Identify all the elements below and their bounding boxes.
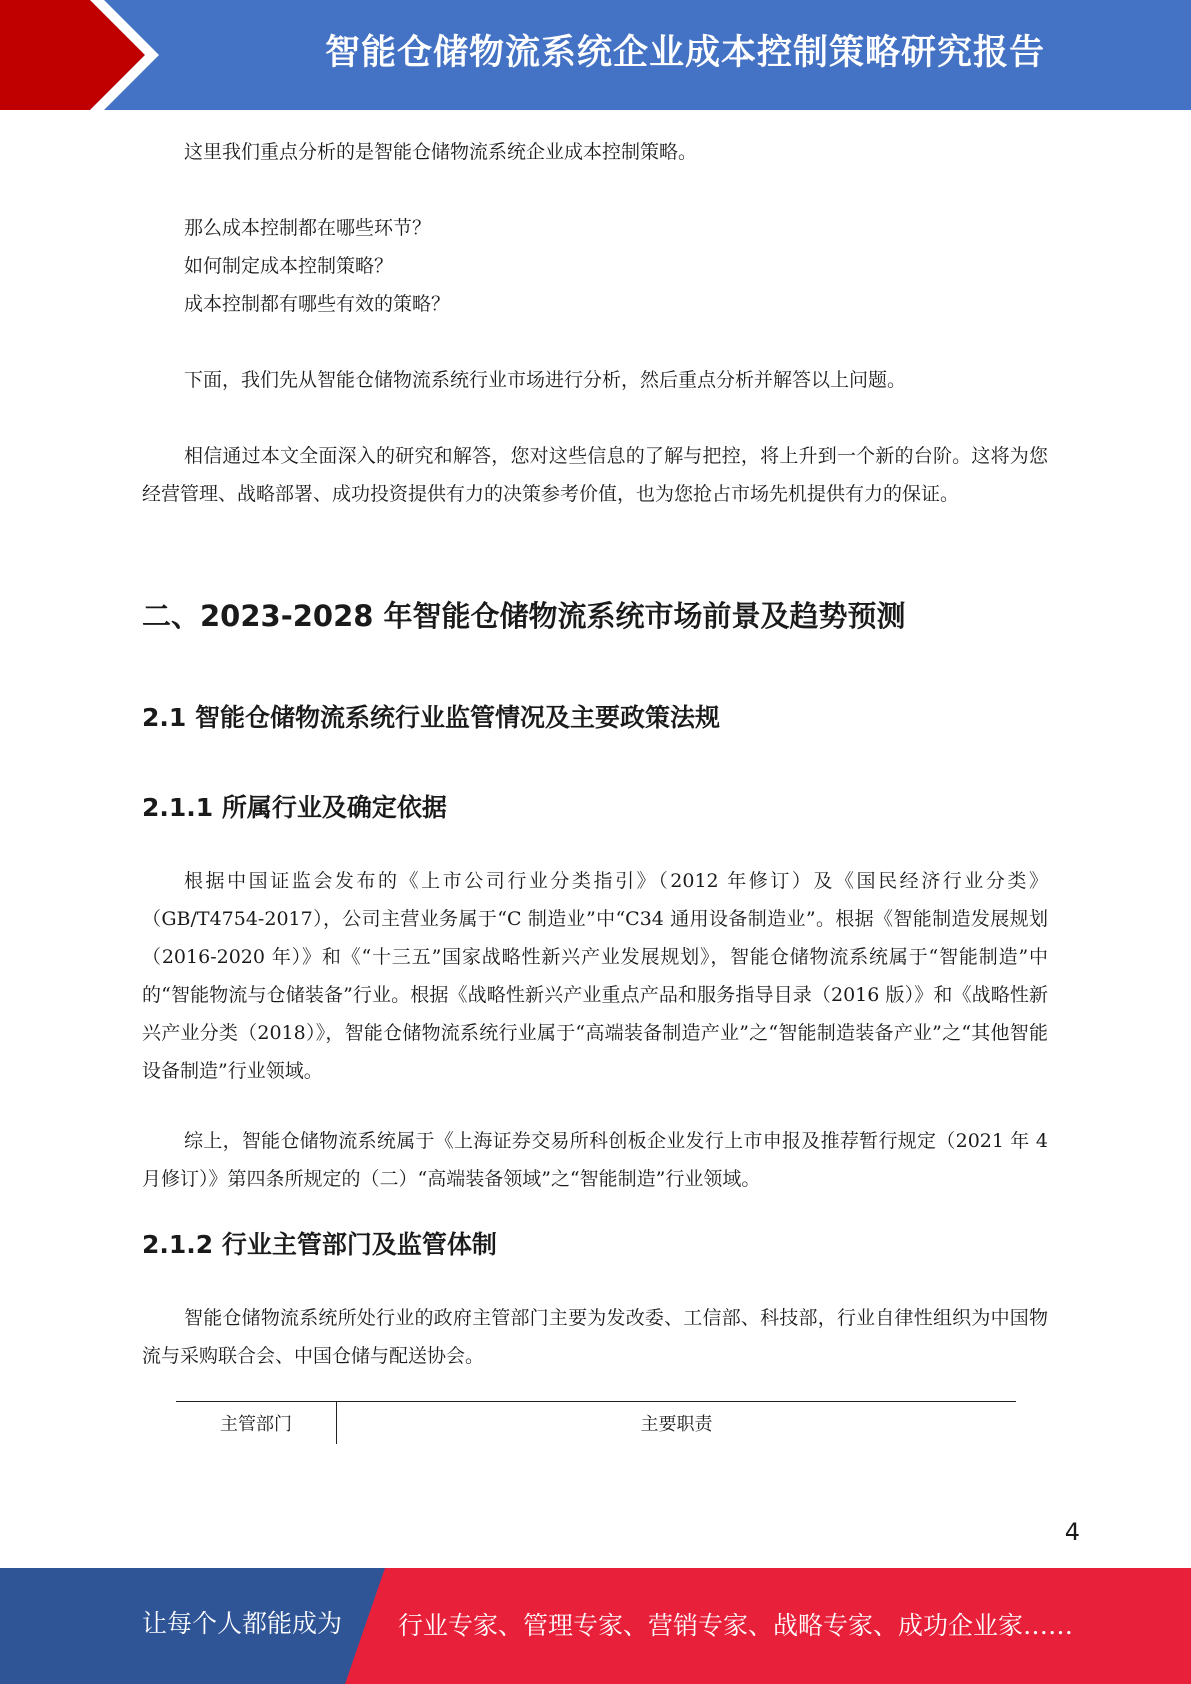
section-2-heading: 二、2023-2028 年智能仓储物流系统市场前景及趋势预测 — [142, 599, 906, 633]
intro-paragraph-1: 这里我们重点分析的是智能仓储物流系统企业成本控制策略。 — [184, 141, 698, 163]
section-2-1-1-paragraph-2: 综上，智能仓储物流系统属于《上海证券交易所科创板企业发行上市申报及推荐暂行规定（2021 年 4 月修订）》第四条所规定的（二）“高端装备领域”之“智能制造”行业领域。 — [142, 1130, 1048, 1190]
section-2-1-1-paragraph-1: 根据中国证监会发布的《上市公司行业分类指引》（2012 年修订）及《国民经济行业分类》（GB/T4754-2017），公司主营业务属于“C 制造业”中“C34 通用设备制造业”。根据《智能制造发展规划（2016-2020 年）》和《“十三五”国家战略性新兴产业发展规划》，智能仓储物流系统属于“智能制造”中的“智能物流与仓储装备”行业。根据《战略性新兴产业重点产品和服务指导目录（2016 版）》和《战略性新兴产业分类（2018）》，智能仓储物流系统行业属于“高端装备制造产业”之“智能制造装备产业”之“其他智能设备制造”行业领域。 — [142, 870, 1048, 1082]
header-banner — [0, 0, 1191, 110]
regulator-table — [176, 1401, 1016, 1444]
section-2-1-1-heading: 2.1.1 所属行业及确定依据 — [142, 793, 447, 822]
table-header-duties: 主要职责 — [640, 1414, 713, 1435]
section-2-1-2-paragraph-1: 智能仓储物流系统所处行业的政府主管部门主要为发改委、工信部、科技部，行业自律性组织为中国物流与采购联合会、中国仓储与配送协会。 — [142, 1307, 1048, 1367]
footer-slogan-left: 让每个人都能成为 — [142, 1609, 343, 1638]
intro-question-3: 成本控制都有哪些有效的策略？ — [184, 293, 451, 315]
intro-question-2: 如何制定成本控制策略？ — [184, 255, 394, 277]
section-2-1-heading: 2.1 智能仓储物流系统行业监管情况及主要政策法规 — [142, 703, 720, 732]
intro-question-1: 那么成本控制都在哪些环节？ — [184, 217, 432, 239]
intro-paragraph-3: 相信通过本文全面深入的研究和解答，您对这些信息的了解与把控，将上升到一个新的台阶。这将为您经营管理、战略部署、成功投资提供有力的决策参考价值，也为您抢占市场先机提供有力的保证。 — [142, 445, 1048, 505]
report-title: 智能仓储物流系统企业成本控制策略研究报告 — [324, 33, 1045, 73]
intro-paragraph-2: 下面，我们先从智能仓储物流系统行业市场进行分析，然后重点分析并解答以上问题。 — [184, 369, 907, 391]
table-header-row — [176, 1402, 1016, 1445]
footer-slogan-right: 行业专家、管理专家、营销专家、战略专家、成功企业家…… — [398, 1611, 1074, 1640]
section-2-1-2-heading: 2.1.2 行业主管部门及监管体制 — [142, 1230, 497, 1259]
table-header-department: 主管部门 — [176, 1402, 337, 1445]
page-number: 4 — [1064, 1518, 1080, 1546]
footer-banner — [0, 1568, 1191, 1684]
